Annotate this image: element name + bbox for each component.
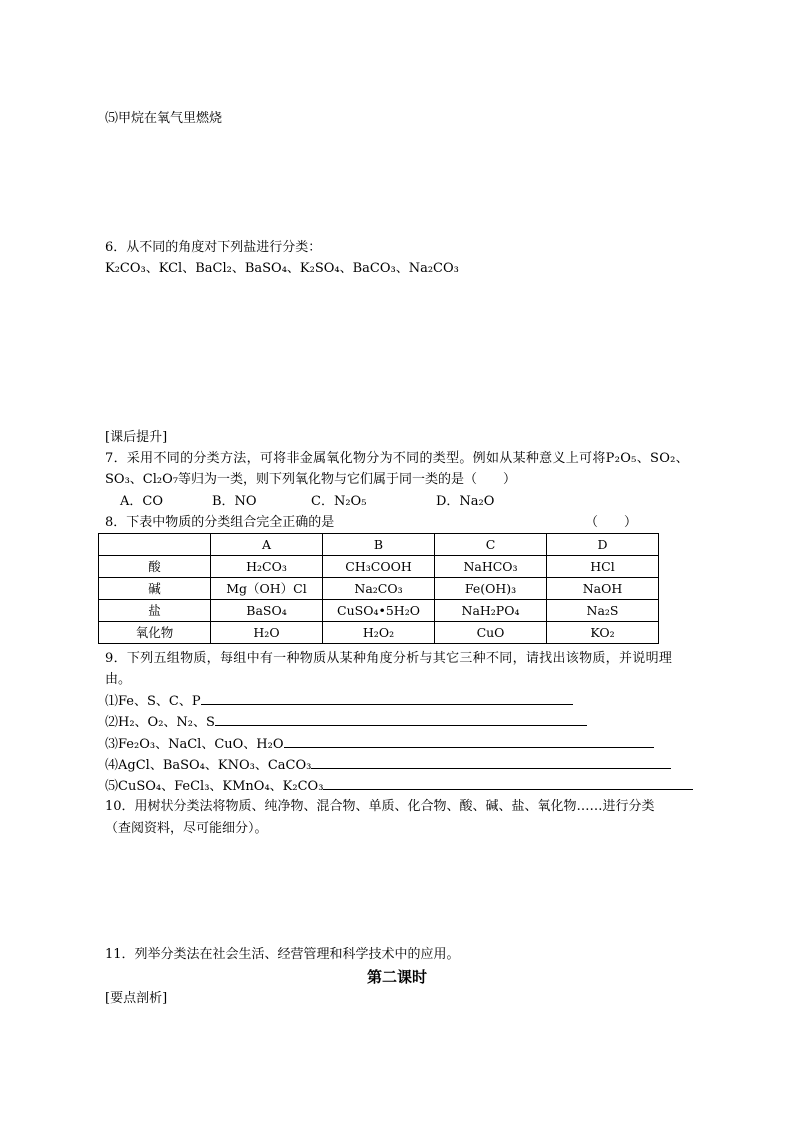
question-11-text: 11．列举分类法在社会生活、经营管理和科学技术中的应用。 [105,947,460,962]
table-cell: H₂O [211,622,323,644]
answer-blank[interactable] [284,735,654,748]
option-b: B．NO [212,494,257,509]
answer-blank[interactable] [323,777,693,790]
table-row-label: 碱 [99,578,211,600]
table-cell: Na₂CO₃ [323,578,435,600]
table-cell: NaOH [547,578,659,600]
table-row-label: 氧化物 [99,622,211,644]
question-9-line1: 9．下列五组物质，每组中有一种物质从某种角度分析与其它三种不同，请找出该物质，并说明理 [105,651,673,666]
table-row-label: 酸 [99,556,211,578]
option-a: A．CO [120,494,163,509]
lesson-heading: 第二课时 [366,968,427,986]
table-cell: CH₃COOH [323,556,435,578]
item-text: ⑴Fe、S、C、P [105,694,201,709]
option-d: D．Na₂O [436,494,495,509]
question-7-line1: 7．采用不同的分类方法，可将非金属氧化物分为不同的类型。例如从某种意义上可将P₂O₅、SO₂、 [105,451,689,466]
table-header-cell: A [211,534,323,556]
table-cell: H₂O₂ [323,622,435,644]
question-8-bracket: （ ） [585,515,638,530]
item-text: ⑶Fe₂O₃、NaCl、CuO、H₂O [105,737,284,752]
question-10-line1: 10．用树状分类法将物质、纯净物、混合物、单质、化合物、酸、碱、盐、氧化物……进行分类 [105,799,655,814]
table-cell: H₂CO₃ [211,556,323,578]
table-cell: CuSO₄•5H₂O [323,600,435,622]
table-cell: Na₂S [547,600,659,622]
table-header-cell: B [323,534,435,556]
question-9-item-1 [105,692,573,711]
option-c: C．N₂O₅ [311,494,367,509]
table-header-cell: C [435,534,547,556]
section-after-class: [课后提升] [105,430,168,445]
question-9-item-3 [105,735,654,754]
table-header-row [99,534,659,556]
table-header-cell: D [547,534,659,556]
question-8-title: 8．下表中物质的分类组合完全正确的是 [105,515,335,530]
question-7-options [120,493,494,511]
table-row [99,622,659,644]
question-9-item-5 [105,777,693,796]
table-row [99,556,659,578]
table-row [99,578,659,600]
table-cell: NaHCO₃ [435,556,547,578]
question-7-line2: SO₃、Cl₂O₇等归为一类，则下列氧化物与它们属于同一类的是（ ） [105,472,516,487]
question-5-text: ⑸甲烷在氧气里燃烧 [105,111,223,126]
question-6-title: 6．从不同的角度对下列盐进行分类： [105,240,322,255]
answer-blank[interactable] [201,692,573,705]
item-text: ⑸CuSO₄、FeCl₃、KMnO₄、K₂CO₃ [105,779,324,794]
table-cell: NaH₂PO₄ [435,600,547,622]
question-6-salts: K₂CO₃、KCl、BaCl₂、BaSO₄、K₂SO₄、BaCO₃、Na₂CO₃ [105,261,459,276]
table-cell: HCl [547,556,659,578]
item-text: ⑵H₂、O₂、N₂、S [105,715,215,730]
question-9-item-2 [105,713,587,732]
answer-blank[interactable] [311,756,671,769]
table-cell: BaSO₄ [211,600,323,622]
question-9-item-4 [105,756,671,775]
table-row-label: 盐 [99,600,211,622]
table-row [99,600,659,622]
question-10-line2: （查阅资料，尽可能细分）。 [105,821,268,836]
answer-blank[interactable] [215,713,587,726]
question-9-line2: 由。 [105,672,132,687]
classification-table [98,533,659,644]
table-cell: CuO [435,622,547,644]
table-cell: KO₂ [547,622,659,644]
section-key-points: [要点剖析] [105,991,168,1006]
table-header-cell [99,534,211,556]
item-text: ⑷AgCl、BaSO₄、KNO₃、CaCO₃ [105,758,312,773]
table-cell: Mg（OH）Cl [211,578,323,600]
table-cell: Fe(OH)₃ [435,578,547,600]
